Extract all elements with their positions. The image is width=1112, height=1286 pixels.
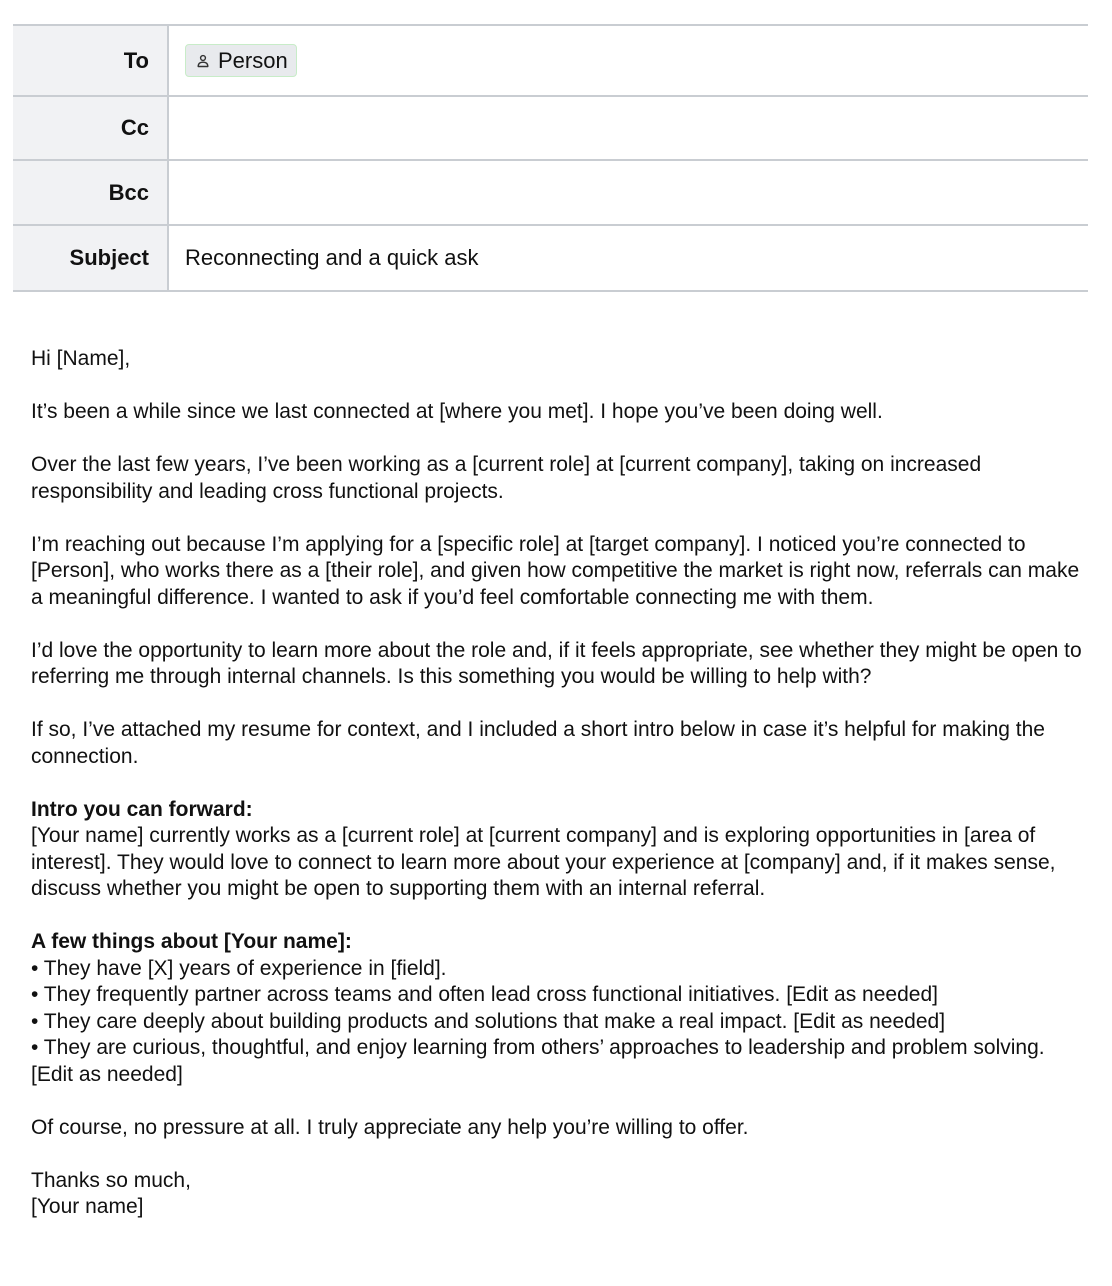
to-field[interactable] [169,26,1088,95]
recipient-chip[interactable] [185,44,297,77]
bcc-field[interactable] [169,161,1088,224]
person-icon [196,54,210,68]
cc-label: Cc [13,97,169,159]
subject-row [13,226,1088,292]
about-bullet: • They have [X] years of experience in [field]. [31,956,447,980]
bcc-label: Bcc [13,161,169,224]
to-label: To [13,26,169,95]
to-row [13,26,1088,97]
paragraph-2: Over the last few years, I’ve been working as a [current role] at [current company], taking on increased responsibility and leading cross functional projects. [31,453,982,503]
greeting: Hi [Name], [31,347,131,370]
intro-heading: Intro you can forward: [31,797,253,821]
email-header-fields [13,24,1088,292]
intro-text: [Your name] currently works as a [current role] at [current company] and is exploring opportunities in [area of interest]. They would love to connect to learn more about your experience at [company] and, if it makes sense, discuss whether you might be open to supporting them with an internal referral. [31,824,1056,900]
closing: Of course, no pressure at all. I truly appreciate any help you’re willing to offer. [31,1115,749,1139]
cc-row [13,97,1088,161]
about-bullet: • They frequently partner across teams and often lead cross functional initiatives. [Edit as needed] [31,983,938,1006]
about-heading: A few things about [Your name]: [31,930,352,953]
about-bullet: • They care deeply about building products and solutions that make a real impact. [Edit as needed] [31,1009,946,1033]
paragraph-5: If so, I’ve attached my resume for context, and I included a short intro below in case it’s helpful for making the connection. [31,718,1045,768]
subject-label: Subject [13,226,169,290]
email-body[interactable] [31,346,1091,1221]
bcc-row [13,161,1088,226]
subject-field[interactable]: Reconnecting and a quick ask [185,245,479,270]
about-bullet: • They are curious, thoughtful, and enjoy learning from others’ approaches to leadership and problem solving. [Edit as needed] [31,1036,1045,1086]
recipient-name: Person [218,47,288,73]
signature: [Your name] [31,1195,144,1218]
about-list [31,956,1091,1089]
paragraph-3: I’m reaching out because I’m applying for a [specific role] at [target company]. I noticed you’re connected to [Person], who works there as a [their role], and given how competitive the market is right now, referrals can make a meaningful difference. I wanted to ask if you’d feel comfortable connecting me with them. [31,532,1080,609]
cc-field[interactable] [169,97,1088,159]
paragraph-1: It’s been a while since we last connected at [where you met]. I hope you’ve been doing well. [31,400,883,423]
signoff: Thanks so much, [31,1168,191,1192]
paragraph-4: I’d love the opportunity to learn more about the role and, if it feels appropriate, see whether they might be open to referring me through internal channels. Is this something you would be willing to help with? [31,638,1082,688]
